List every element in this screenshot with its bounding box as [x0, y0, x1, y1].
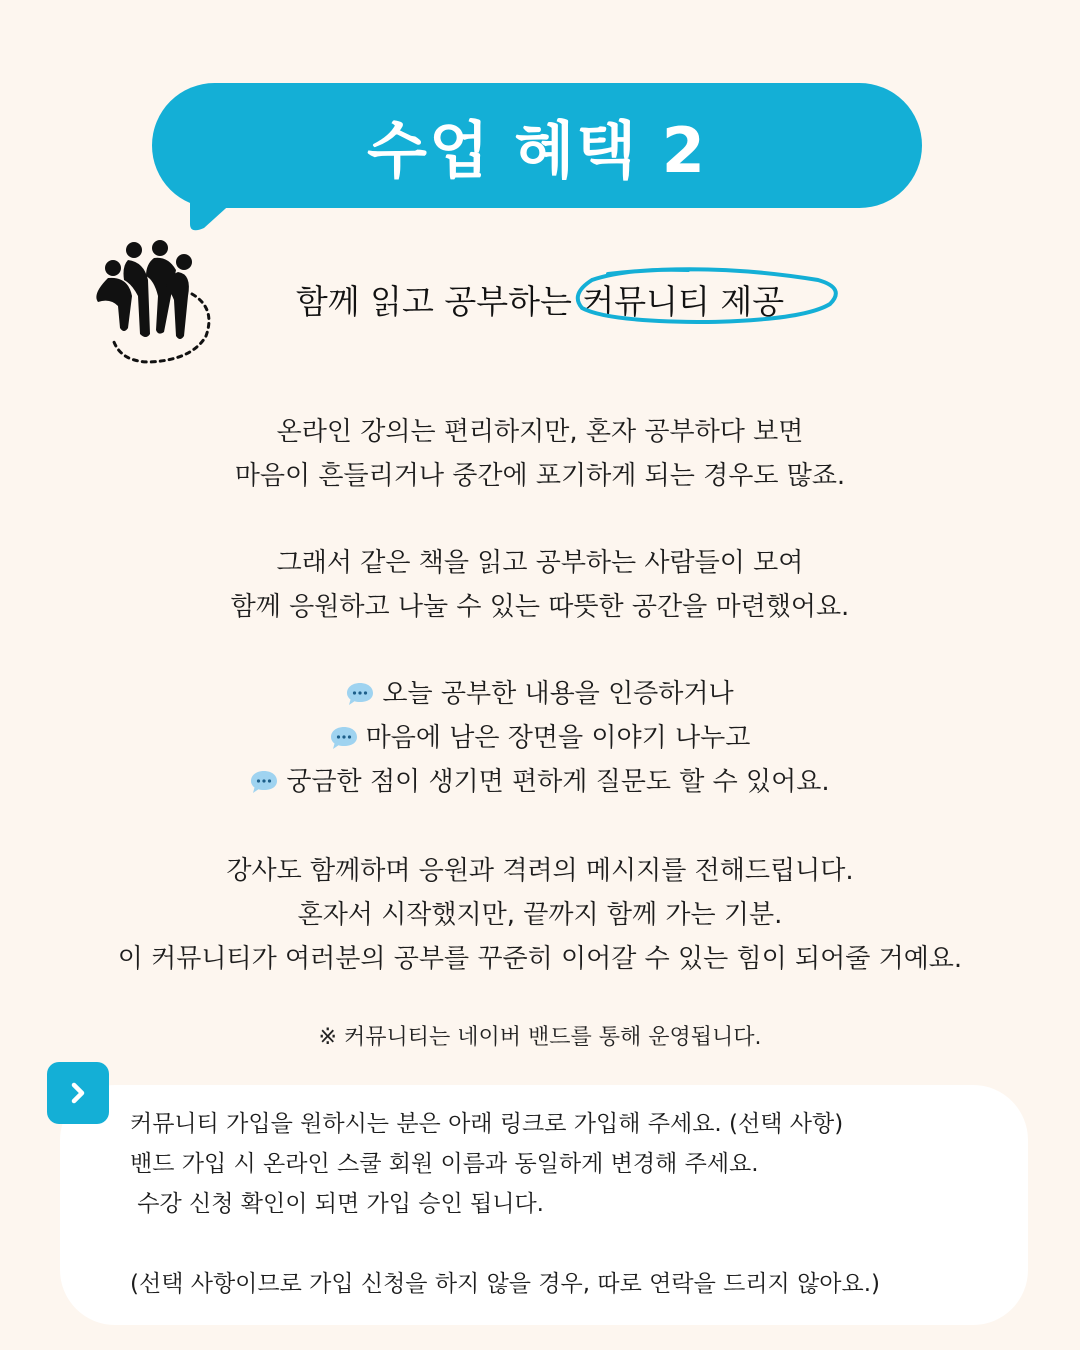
- text-line: 그래서 같은 책을 읽고 공부하는 사람들이 모여: [276, 548, 804, 578]
- paragraph-instructor: [0, 849, 1080, 981]
- hand-drawn-circle: [568, 264, 848, 326]
- chevron-right-icon: [64, 1079, 92, 1107]
- info-line: [130, 1224, 880, 1264]
- list-item: [0, 760, 1080, 804]
- text-line: 마음이 흔들리거나 중간에 포기하게 되는 경우도 많죠.: [234, 461, 846, 491]
- text-line: 강사도 함께하며 응원과 격려의 메시지를 전해드립니다.: [226, 856, 854, 886]
- list-item: [0, 716, 1080, 760]
- list-item-text: 마음에 남은 장면을 이야기 나누고: [365, 723, 751, 753]
- subtitle-highlight: [582, 276, 784, 323]
- text-line: 온라인 강의는 편리하지만, 혼자 공부하다 보면: [276, 417, 804, 447]
- text-line: 이 커뮤니티가 여러분의 공부를 꾸준히 이어갈 수 있는 힘이 되어줄 거예요.: [117, 944, 963, 974]
- info-line: 밴드 가입 시 온라인 스쿨 회원 이름과 동일하게 변경해 주세요.: [130, 1151, 759, 1177]
- list-item-text: 궁금한 점이 생기면 편하게 질문도 할 수 있어요.: [286, 767, 830, 797]
- info-line: 커뮤니티 가입을 원하시는 분은 아래 링크로 가입해 주세요. (선택 사항): [130, 1111, 844, 1137]
- bubble-tail: [186, 190, 256, 235]
- note-text: ※ 커뮤니티는 네이버 밴드를 통해 운영됩니다.: [318, 1025, 762, 1050]
- speech-bubble-icon: [346, 681, 374, 707]
- text-line: 함께 응원하고 나눌 수 있는 따뜻한 공간을 마련했어요.: [230, 592, 850, 622]
- bullet-list: [0, 672, 1080, 804]
- list-item: [0, 672, 1080, 716]
- info-line: (선택 사항이므로 가입 신청을 하지 않을 경우, 따로 연락을 드리지 않아요.): [130, 1271, 881, 1297]
- page-title: 수업 혜택 2: [367, 114, 707, 187]
- chevron-right-button[interactable]: [47, 1062, 109, 1124]
- subtitle: [0, 276, 1080, 323]
- info-text: [130, 1104, 880, 1304]
- info-line: 수강 신청 확인이 되면 가입 승인 됩니다.: [130, 1191, 544, 1217]
- text-line: 혼자서 시작했지만, 끝까지 함께 가는 기분.: [297, 900, 783, 930]
- subtitle-highlight-text: 커뮤니티 제공: [582, 282, 785, 321]
- subtitle-text: 함께 읽고 공부하는: [295, 282, 583, 321]
- list-item-text: 오늘 공부한 내용을 인증하거나: [382, 679, 734, 709]
- title-bubble: [152, 83, 922, 208]
- paragraph-space: [0, 541, 1080, 629]
- speech-bubble-icon: [330, 725, 358, 751]
- speech-bubble-icon: [250, 769, 278, 795]
- paragraph-intro: [0, 410, 1080, 498]
